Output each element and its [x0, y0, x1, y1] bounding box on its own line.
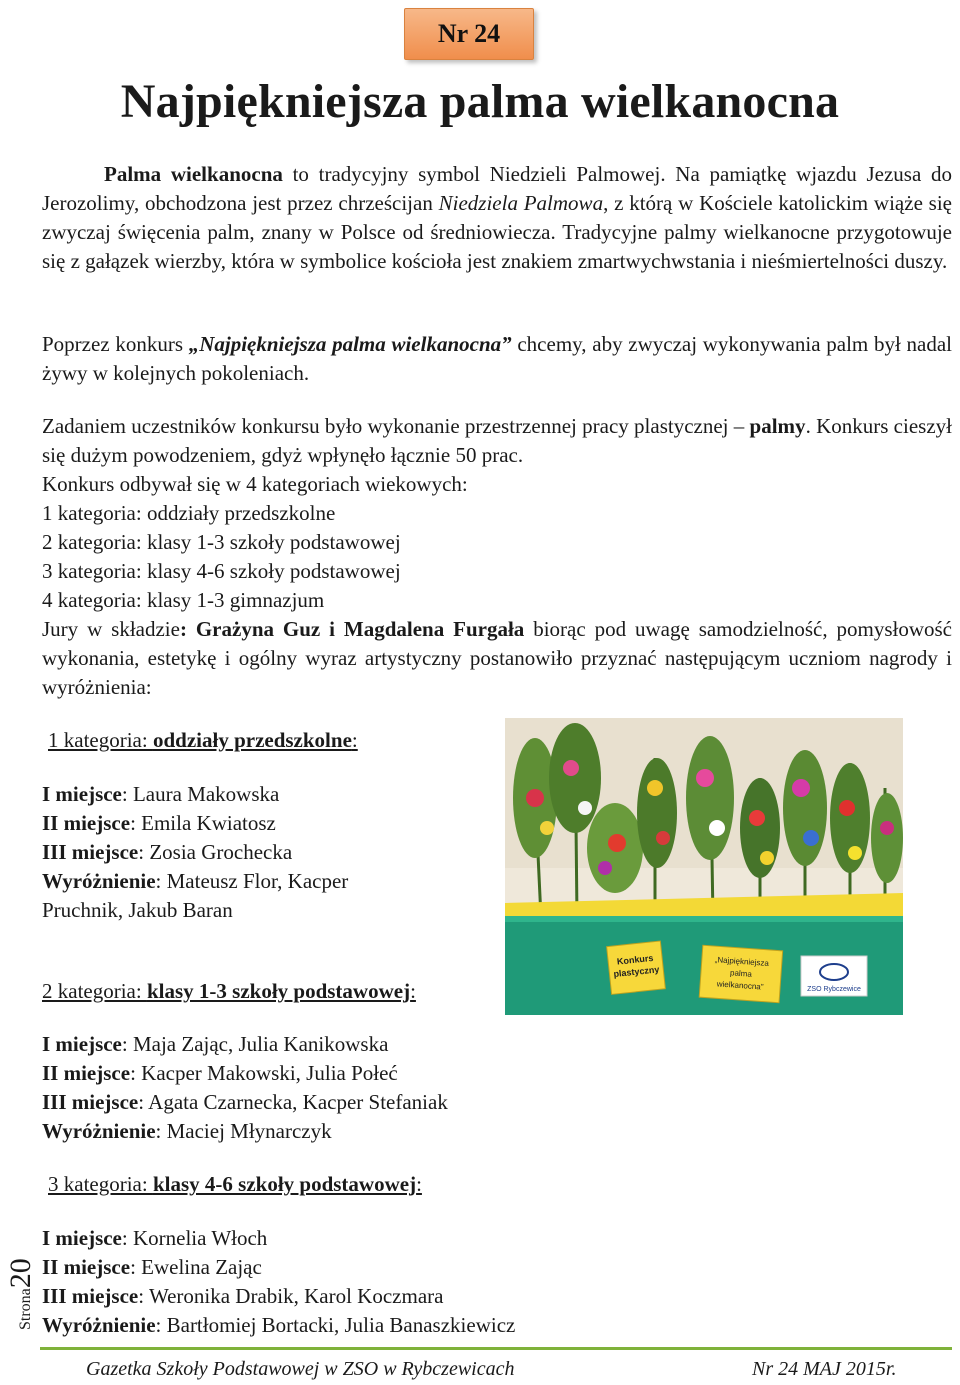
- sign-title-line2: palma: [729, 968, 753, 979]
- result-place: III miejsce: [42, 840, 139, 864]
- result-names: : Kornelia Włoch: [121, 1226, 268, 1250]
- intro-text-a: to tradycyjny symbol Niedzieli Palmowej. Na pamiątkę wjazdu Jezusa do Jerozolimy, obchodzona jest przez chrześcijan: [42, 162, 952, 215]
- result-names: : Zosia Grochecka: [138, 840, 293, 864]
- result-names: : Weronika Drabik, Karol Koczmara: [138, 1284, 444, 1308]
- result-row: [42, 809, 348, 838]
- result-names: : Emila Kwiatosz: [130, 811, 276, 835]
- contest-paragraph: [42, 330, 952, 388]
- category-3-heading: [48, 1170, 422, 1199]
- category-line: 2 kategoria: klasy 1-3 szkoły podstawowej: [42, 530, 401, 554]
- result-names: Pruchnik, Jakub Baran: [42, 898, 233, 922]
- result-names: : Ewelina Zając: [130, 1255, 262, 1279]
- category-2-results: [42, 1030, 448, 1146]
- category-line: 1 kategoria: oddziały przedszkolne: [42, 501, 336, 525]
- category-1-prefix: 1 kategoria:: [48, 728, 153, 752]
- result-place: II miejsce: [42, 1255, 131, 1279]
- result-row: [42, 838, 348, 867]
- footer-publication: Gazetka Szkoły Podstawowej w ZSO w Rybczewicach: [86, 1358, 515, 1380]
- result-names: : Maciej Młynarczyk: [155, 1119, 332, 1143]
- page-marker: [4, 1258, 38, 1330]
- category-2-name: klasy 1-3 szkoły podstawowej: [146, 979, 411, 1003]
- result-place: III miejsce: [42, 1284, 139, 1308]
- contest-text-a: Poprzez konkurs: [42, 332, 189, 356]
- category-2-suffix: :: [410, 979, 416, 1003]
- sign-school-logo: ZSO Rybczewice: [807, 986, 861, 993]
- result-place: I miejsce: [42, 1226, 122, 1250]
- result-place: III miejsce: [42, 1090, 139, 1114]
- category-2-prefix: 2 kategoria:: [42, 979, 147, 1003]
- task-text-b: . Konkurs cieszył się dużym powodzeniem, gdyż wpłynęło łącznie 50 prac.: [42, 414, 952, 467]
- result-names: : Maja Zając, Julia Kanikowska: [121, 1032, 389, 1056]
- task-paragraph: [42, 412, 952, 470]
- result-names: : Kacper Makowski, Julia Połeć: [130, 1061, 398, 1085]
- intro-paragraph: [42, 160, 952, 276]
- sign-contest-line2: plastyczny: [612, 964, 660, 980]
- result-row: [42, 867, 348, 896]
- categories-intro: Konkurs odbywał się w 4 kategoriach wiekowych:: [42, 472, 468, 496]
- result-place: I miejsce: [42, 1032, 122, 1056]
- result-row: [42, 1117, 448, 1146]
- category-3-results: [42, 1224, 515, 1340]
- result-names: : Mateusz Flor, Kacper: [155, 869, 349, 893]
- category-3-suffix: :: [416, 1172, 422, 1196]
- sign-title-line3: wielkanocna”: [716, 979, 764, 992]
- jury-text-a: Jury w składzie: [42, 617, 180, 641]
- result-row: [42, 1282, 515, 1311]
- category-1-results: [42, 780, 348, 925]
- jury-text-b: biorąc pod uwagę samodzielność, pomysłowość wykonania, estetykę i ogólny wyraz artystyczny postanowiło przyznać następującym uczniom nagrody i wyróżnienia:: [42, 617, 952, 699]
- footer-rule: [40, 1347, 952, 1350]
- page-number: 20: [4, 1258, 37, 1289]
- category-line: 3 kategoria: klasy 4-6 szkoły podstawowej: [42, 559, 401, 583]
- issue-badge: Nr 24: [404, 8, 534, 60]
- result-row: [42, 1030, 448, 1059]
- category-line: 4 kategoria: klasy 1-3 gimnazjum: [42, 588, 325, 612]
- result-place: II miejsce: [42, 1061, 131, 1085]
- result-place: II miejsce: [42, 811, 131, 835]
- result-row: [42, 1253, 515, 1282]
- footer-issue: Nr 24 MAJ 2015r.: [752, 1358, 897, 1380]
- result-names: : Bartłomiej Bortacki, Julia Banaszkiewicz: [155, 1313, 516, 1337]
- page-title: Najpiękniejsza palma wielkanocna: [120, 75, 840, 128]
- category-3-name: klasy 4-6 szkoły podstawowej: [152, 1172, 417, 1196]
- result-row: [42, 1224, 515, 1253]
- result-row: [42, 1088, 448, 1117]
- intro-lead: Palma wielkanocna: [104, 162, 283, 186]
- category-2-heading: [42, 977, 416, 1006]
- result-row: [42, 1059, 448, 1088]
- result-row: [42, 896, 348, 925]
- contest-text-b: chcemy, aby zwyczaj wykonywania palm był nadal żywy w kolejnych pokoleniach.: [42, 332, 952, 385]
- intro-italic: Niedziela Palmowa: [438, 191, 604, 215]
- task-text-a: Zadaniem uczestników konkursu było wykonanie przestrzennej pracy plastycznej –: [42, 414, 745, 438]
- result-place: Wyróżnienie: [42, 1119, 156, 1143]
- page-label: Strona: [17, 1288, 34, 1330]
- task-bold: palmy: [749, 414, 806, 438]
- result-place: I miejsce: [42, 782, 122, 806]
- categories-list: [42, 470, 468, 615]
- category-1-suffix: :: [351, 728, 358, 752]
- jury-paragraph: [42, 615, 952, 702]
- contest-name: „Najpiękniejsza palma wielkanocna”: [188, 332, 512, 356]
- jury-members: : Grażyna Guz i Magdalena Furgała: [179, 617, 525, 641]
- result-place: Wyróżnienie: [42, 1313, 156, 1337]
- result-names: : Agata Czarnecka, Kacper Stefaniak: [138, 1090, 448, 1114]
- category-3-prefix: 3 kategoria:: [48, 1172, 153, 1196]
- result-row: [42, 1311, 515, 1340]
- sign-contest-line1: Konkurs: [616, 952, 654, 967]
- palm-exhibition-photo: [505, 718, 903, 1015]
- result-names: : Laura Makowska: [121, 782, 280, 806]
- category-1-heading: [48, 726, 358, 755]
- category-1-name: oddziały przedszkolne: [152, 728, 352, 752]
- result-place: Wyróżnienie: [42, 869, 156, 893]
- result-row: [42, 780, 348, 809]
- sign-title-line1: „Najpiękniejsza: [714, 955, 770, 968]
- intro-text-b: , z którą w Kościele katolickim wiąże się zwyczaj święcenia palm, znany w Polsce od średniowiecza. Tradycyjne palmy wielkanocne przygotowuje się z gałązek wierzby, która w symbolice kościoła jest znakiem zmartwychwstania i nieśmiertelności duszy.: [42, 191, 952, 273]
